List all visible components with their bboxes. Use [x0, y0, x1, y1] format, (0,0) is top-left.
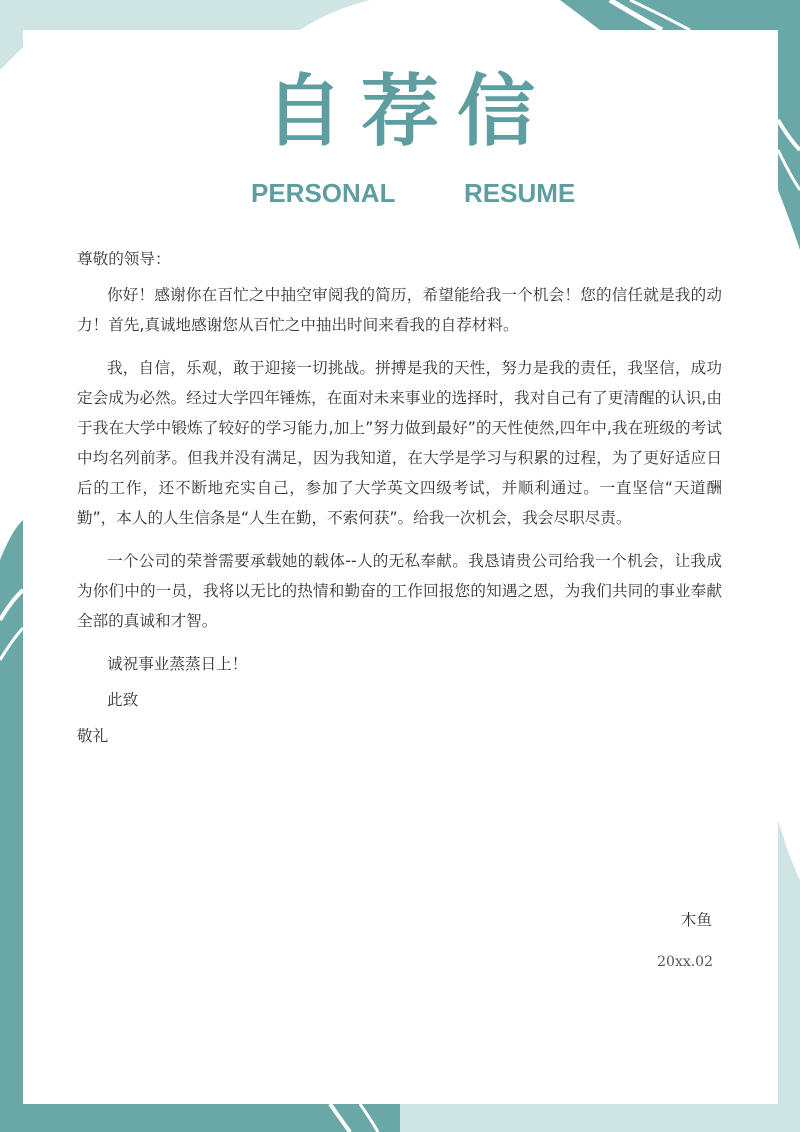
letter-date: 20xx.02 [657, 954, 713, 970]
paragraph-1: 你好！感谢你在百忙之中抽空审阅我的简历，希望能给我一个机会！您的信任就是我的动力！首先,真诚地感谢您从百忙之中抽出时间来看我的自荐材料。 [77, 286, 722, 334]
wish-line: 诚祝事业蒸蒸日上！ [107, 655, 248, 673]
closing-line: 此致 [107, 691, 139, 709]
paragraph-2: 我，自信，乐观，敢于迎接一切挑战。拼搏是我的天性，努力是我的责任，我坚信，成功定会成为必然。经过大学四年锤炼，在面对未来事业的选择时，我对自己有了更清醒的认识,由于我在大学中锻炼了较好的学习能力,加上”努力做到最好”的天性使然,四年中,我在班级的考试中均名列前茅。但我并没有满足，因为我知道，在大学是学习与积累的过程，为了更好适应日后的工作，还不断地充实自己，参加了大学英文四级考试，并顺利通过。一直坚信“天道酬勤”，本人的人生信条是“人生在勤，不索何获”。给我一次机会，我会尽职尽责。 [77, 359, 722, 527]
signature: 木鱼 [680, 911, 712, 929]
greeting: 尊敬的领导： [77, 250, 171, 268]
left-side-band [0, 520, 23, 1104]
page-title: 自荐信 [264, 67, 553, 157]
salute-line: 敬礼 [77, 727, 109, 745]
subtitle-personal: PERSONAL [251, 178, 396, 208]
letter-body [77, 244, 722, 759]
paragraph-3: 一个公司的荣誉需要承载她的载体--人的无私奉献。我恳请贵公司给我一个机会，让我成为你们中的一员，我将以无比的热情和勤奋的工作回报您的知遇之恩，为我们共同的事业奉献全部的真诚和才智。 [77, 552, 722, 630]
subtitle-resume: RESUME [464, 178, 576, 208]
